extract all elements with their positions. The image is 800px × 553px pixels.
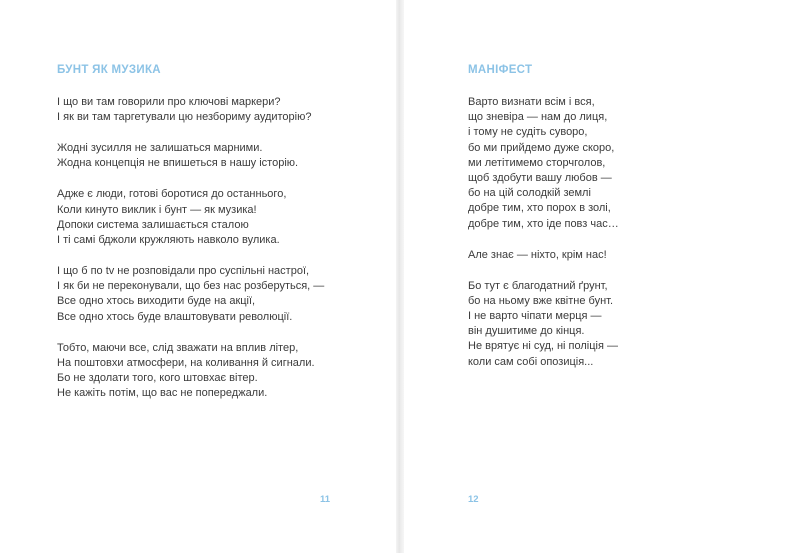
- poem-line: ми летітимемо сторчголов,: [468, 156, 606, 169]
- poem-line: Все одно хтось буде влаштовувати революції.: [57, 310, 293, 323]
- stanza: [57, 95, 324, 125]
- poem-line: Допоки система залишається сталою: [57, 218, 249, 231]
- poem-title: БУНТ ЯК МУЗИКА: [57, 64, 161, 76]
- poem-body: [468, 95, 619, 386]
- left-page: [0, 0, 396, 553]
- poem-body: [57, 95, 324, 417]
- poem-line: добре тим, хто іде повз час…: [468, 217, 619, 230]
- poem-line: бо ми прийдемо дуже скоро,: [468, 141, 615, 154]
- stanza: [468, 279, 619, 370]
- poem-line: бо на ньому вже квітне бунт.: [468, 294, 614, 307]
- poem-line: На поштовхи атмосфери, на коливання й сигнали.: [57, 356, 315, 369]
- poem-line: Бо не здолати того, кого штовхає вітер.: [57, 372, 258, 385]
- poem-line: І що ви там говорили про ключові маркери?: [57, 96, 281, 108]
- poem-line: Не врятує ні суд, ні поліція —: [468, 340, 619, 353]
- poem-line: І що б по tv не розповідали про суспільні настрої,: [57, 265, 310, 278]
- stanza: [468, 95, 619, 232]
- poem-line: Все одно хтось виходити буде на акції,: [57, 295, 256, 308]
- poem-line: Адже є люди, готові боротися до останнього,: [57, 188, 287, 201]
- poem-line: що зневіра — нам до лиця,: [468, 111, 608, 124]
- stanza: [57, 341, 324, 402]
- stanza: [57, 187, 324, 248]
- poem-line: добре тим, хто порох в золі,: [468, 202, 611, 215]
- poem-line: І як би не переконували, що без нас розберуться, —: [57, 280, 325, 293]
- poem-line: Тобто, маючи все, слід зважати на вплив літер,: [57, 341, 299, 354]
- stanza: [57, 264, 324, 325]
- right-page: [404, 0, 800, 553]
- poem-line: І як ви там таргетували цю незбориму аудиторію?: [57, 111, 312, 124]
- page-number: 11: [320, 494, 331, 505]
- stanza: [468, 248, 619, 263]
- poem-line: Варто визнати всім і вся,: [468, 96, 595, 108]
- poem-line: коли сам собі опозиція...: [468, 355, 594, 368]
- poem-line: бо на цій солодкій землі: [468, 187, 591, 200]
- poem-line: і тому не судіть суворо,: [468, 126, 588, 139]
- book-gutter: [396, 0, 404, 553]
- poem-line: І не варто чіпати мерця —: [468, 310, 602, 323]
- poem-line: Коли кинуто виклик і бунт — як музика!: [57, 203, 257, 216]
- poem-line: Бо тут є благодатний ґрунт,: [468, 279, 608, 292]
- poem-line: Жодна концепція не впишеться в нашу історію.: [57, 157, 299, 170]
- stanza: [57, 141, 324, 171]
- page-number: 12: [468, 494, 479, 505]
- poem-title: МАНІФЕСТ: [468, 64, 533, 76]
- poem-line: він душитиме до кінця.: [468, 325, 585, 338]
- poem-line: Але знає — ніхто, крім нас!: [468, 248, 607, 261]
- poem-line: Не кажіть потім, що вас не попереджали.: [57, 387, 268, 400]
- poem-line: Жодні зусилля не залишаться марними.: [57, 142, 263, 155]
- poem-line: І ті самі бджоли кружляють навколо вулика.: [57, 234, 280, 247]
- poem-line: щоб здобути вашу любов —: [468, 172, 612, 185]
